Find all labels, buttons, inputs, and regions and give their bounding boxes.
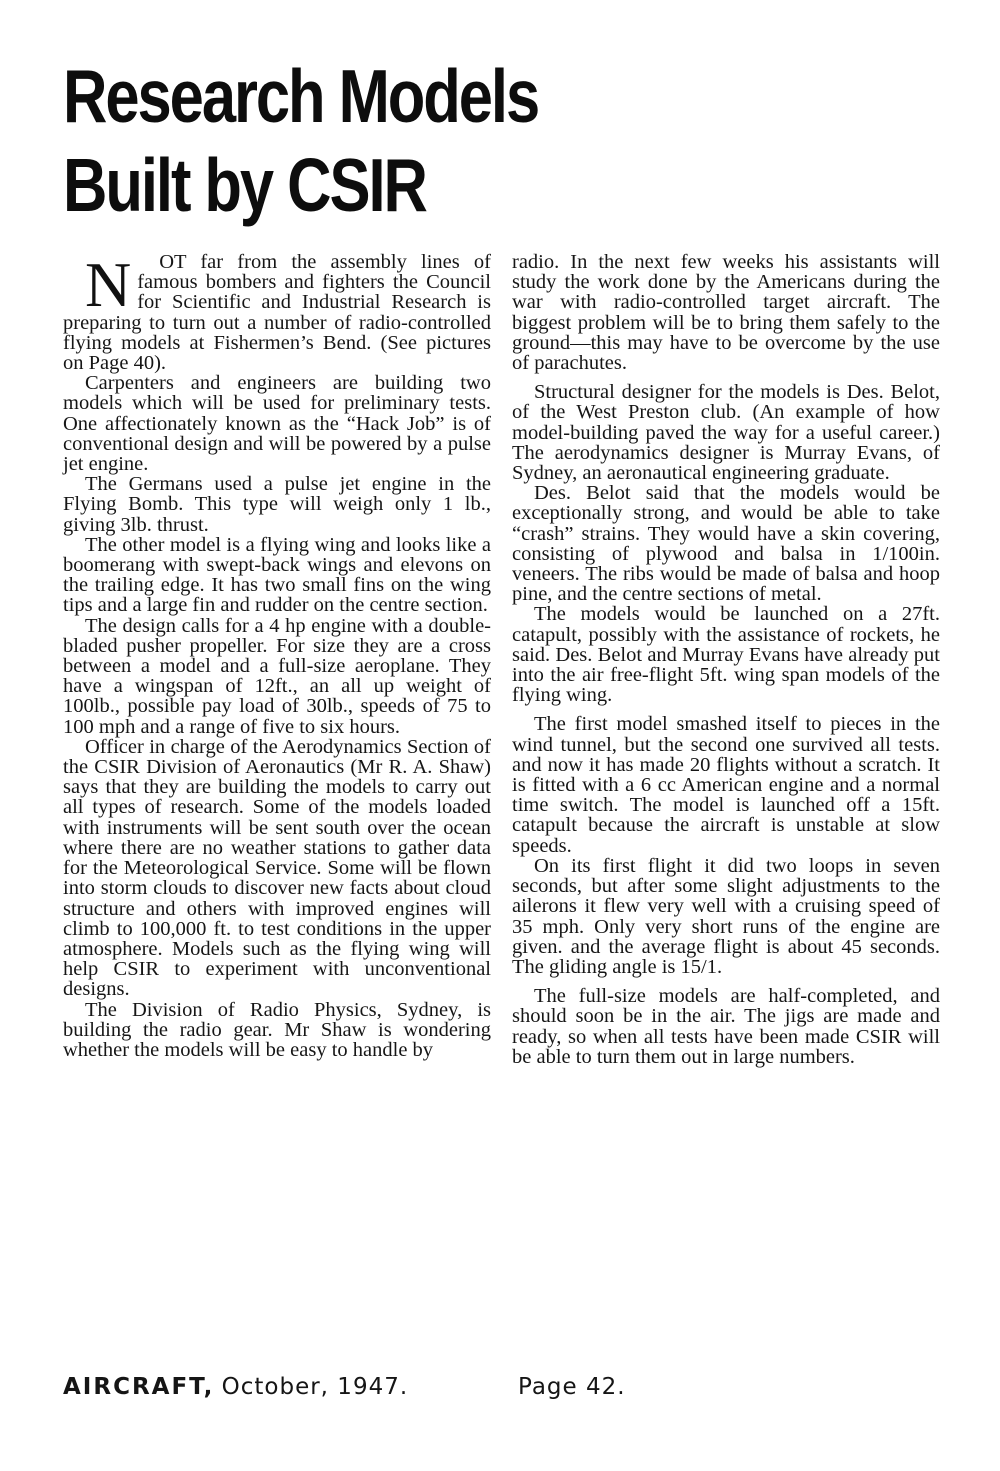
body-paragraph: The full-size models are half-completed, and should soon be in the air. The jigs are made and ready, so when all tests have been made CSIR will be able to turn them out in large numbers. <box>512 985 940 1068</box>
magazine-name: AIRCRAFT, <box>63 1374 215 1400</box>
body-paragraph: Carpenters and engineers are building two models which will be used for preliminary tests. One affectionately known as the “Hack Job” is of conventional design and will be powered by a pulse jet engine. <box>63 372 491 476</box>
drop-cap: N <box>85 249 132 320</box>
body-paragraph: radio. In the next few weeks his assistants will study the work done by the Americans during the war with radio-controlled target aircraft. The biggest problem will be to bring them safely to the ground—this may have to be overcome by the use of parachutes. <box>512 251 940 375</box>
page-number: Page 42. <box>518 1374 626 1400</box>
lead-text: OT far from the assembly lines of famous bombers and fighters the Council for Scientific and Industrial Research is preparing to turn out a number of radio-controlled flying models at Fishermen’s Bend. (See pictures on Page 40). <box>63 251 491 375</box>
headline-line-1: Research Models <box>63 54 539 138</box>
body-paragraph: Des. Belot said that the models would be exceptionally strong, and would be able to take “crash” strains. They would have a skin covering, consisting of plywood and balsa in 1/100in. veneers. The ribs would be made of balsa and hoop pine, and the centre sections of metal. <box>512 482 940 606</box>
article-column-left <box>63 249 491 1061</box>
headline-line-2: Built by CSIR <box>63 143 426 227</box>
body-paragraph: The design calls for a 4 hp engine with a double-bladed pusher propeller. For size they are a cross between a model and a full-size aeroplane. They have a wingspan of 12ft., an all up weight of 100lb., possible pay load of 30lb., speeds of 75 to 100 mph and a range of five to six hours. <box>63 614 491 738</box>
footer-publication <box>63 1374 408 1400</box>
lead-paragraph <box>63 249 491 375</box>
body-paragraph: On its first flight it did two loops in seven seconds, but after some slight adjustments to the ailerons it flew very well with a cruising speed of 35 mph. Only very short runs of the engine are given. and the average flight is about 45 seconds. The gliding angle is 15/1. <box>512 854 940 978</box>
body-paragraph: The models would be launched on a 27ft. catapult, possibly with the assistance of rockets, he said. Des. Belot and Murray Evans have already put into the air free-flight 5ft. wing span models of the flying wing. <box>512 603 940 707</box>
body-paragraph: Structural designer for the models is Des. Belot, of the West Preston club. (An example of how model-building paved the way for a useful career.) The aerodynamics designer is Murray Evans, of Sydney, an aeronautical engineering graduate. <box>512 381 940 485</box>
issue-date: October, 1947. <box>221 1374 409 1400</box>
body-paragraph: The Division of Radio Physics, Sydney, is building the radio gear. Mr Shaw is wondering whether the models will be easy to handle by <box>63 998 491 1061</box>
article-column-right <box>512 252 940 1067</box>
body-paragraph: Officer in charge of the Aerodynamics Section of the CSIR Division of Aeronautics (Mr R. A. Shaw) says that they are building the models to carry out all types of research. Some of the models loaded with instruments will be sent south over the ocean where there are no weather stations to gather data for the Meteorological Service. Some will be flown into storm clouds to discover new facts about cloud structure and others with improved engines will climb to 100,000 ft. to test conditions in the upper atmosphere. Models such as the flying wing will help CSIR to experiment with unconventional designs. <box>63 735 491 1001</box>
article-headline <box>63 52 538 230</box>
body-paragraph: The first model smashed itself to pieces in the wind tunnel, but the second one survived all tests. and now it has made 20 flights without a scratch. It is fitted with a 6 cc American engine and a normal time switch. The model is launched off a 15ft. catapult because the aircraft is unstable at slow speeds. <box>512 713 940 857</box>
body-paragraph: The Germans used a pulse jet engine in the Flying Bomb. This type will weigh only 1 lb., giving 3lb. thrust. <box>63 473 491 536</box>
body-paragraph: The other model is a flying wing and looks like a boomerang with swept-back wings and elevons on the trailing edge. It has two small fins on the wing tips and a large fin and rudder on the centre section. <box>63 533 491 617</box>
